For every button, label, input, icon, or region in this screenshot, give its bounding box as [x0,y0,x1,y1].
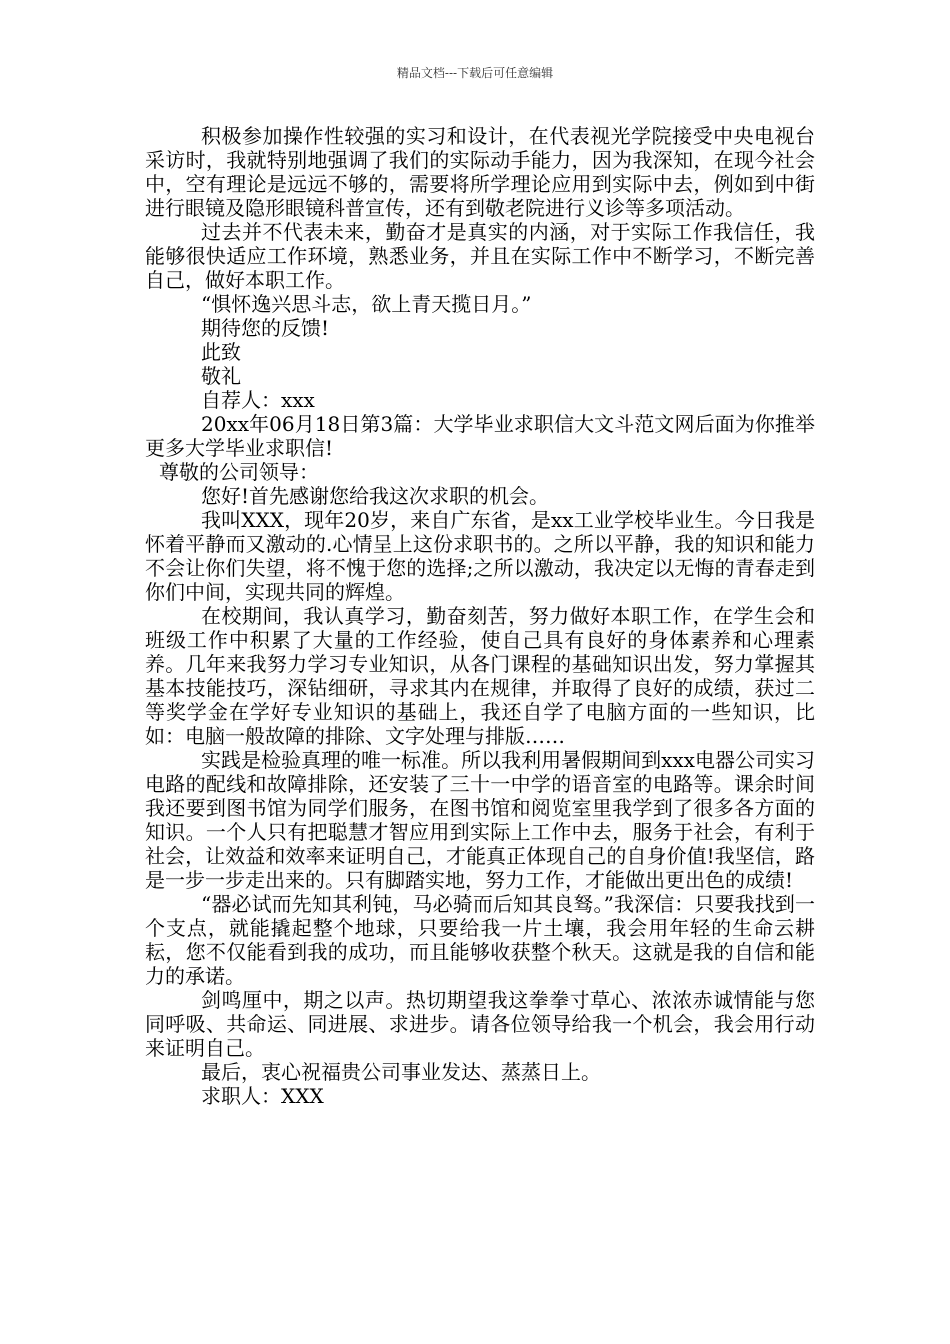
document-body [145,124,815,1108]
paragraph-practice: 积极参加操作性较强的实习和设计，在代表视光学院接受中央电视台采访时，我就特别地强调了我们的实际动手能力，因为我深知，在现今社会中，空有理论是远远不够的，需要将所学理论应用到实际中去，例如到中街进行眼镜及隐形眼镜科普宣传，还有到敬老院进行义诊等多项活动。 [145,124,815,220]
paragraph-salutation: 尊敬的公司领导： [159,460,319,484]
paragraph-intro: 我叫XXX，现年20岁，来自广东省，是xx工业学校毕业生。今日我是怀着平静而又激动的.心情呈上这份求职书的。之所以平静，我的知识和能力不会让你们失望，将不愧于您的选择;之所以激动，我决定以无悔的青春走到你们中间，实现共同的辉煌。 [145,508,815,604]
paragraph-signature-1: 自荐人：xxx [201,388,315,412]
page-header: 精品文档---下载后可任意编辑 [396,66,554,80]
paragraph-closing-1: 此致 [201,340,241,364]
paragraph-signature-2: 求职人：XXX [201,1084,324,1108]
paragraph-date-title: 20xx年06月18日第3篇：大学毕业求职信大文斗范文网后面为你推举更多大学毕业求职信! [145,412,815,460]
paragraph-internship: 实践是检验真理的唯一标准。所以我利用暑假期间到xxx电器公司实习电路的配线和故障排除，还安装了三十一中学的语音室的电路等。课余时间我还要到图书馆为同学们服务，在图书馆和阅览室里我学到了很多各方面的知识。一个人只有把聪慧才智应用到实际上工作中去，服务于社会，有利于社会，让效益和效率来证明自己，才能真正体现自己的自身价值!我坚信，路是一步一步走出来的。只有脚踏实地，努力工作，才能做出更出色的成绩! [145,748,815,892]
paragraph-quote: “惧怀逸兴思斗志，欲上青天揽日月。” [201,292,532,316]
paragraph-await-feedback: 期待您的反馈! [201,316,330,340]
paragraph-closing-2: 敬礼 [201,364,241,388]
paragraph-wishes: 最后，衷心祝福贵公司事业发达、蒸蒸日上。 [201,1060,601,1084]
paragraph-future: 过去并不代表未来，勤奋才是真实的内涵，对于实际工作我信任，我能够很快适应工作环境，熟悉业务，并且在实际工作中不断学习，不断完善自己，做好本职工作。 [145,220,815,292]
paragraph-hope: 剑鸣厘中，期之以声。热切期望我这拳拳寸草心、浓浓赤诚情能与您同呼吸、共命运、同进展、求进步。请各位领导给我一个机会，我会用行动来证明自己。 [145,988,815,1060]
paragraph-school: 在校期间，我认真学习，勤奋刻苦，努力做好本职工作，在学生会和班级工作中积累了大量的工作经验，使自己具有良好的身体素养和心理素养。几年来我努力学习专业知识，从各门课程的基础知识出发，努力掌握其基本技能技巧，深钻细研，寻求其内在规律，并取得了良好的成绩，获过二等奖学金在学好专业知识的基础上，我还自学了电脑方面的一些知识，比如：电脑一般故障的排除、文字处理与排版…… [145,604,815,748]
paragraph-greeting: 您好!首先感谢您给我这次求职的机会。 [201,484,550,508]
paragraph-confidence: “器必试而先知其利钝，马必骑而后知其良驽。”我深信：只要我找到一个支点，就能撬起整个地球，只要给我一片土壤，我会用年轻的生命云耕耘，您不仅能看到我的成功，而且能够收获整个秋天。这就是我的自信和能力的承诺。 [145,892,815,988]
